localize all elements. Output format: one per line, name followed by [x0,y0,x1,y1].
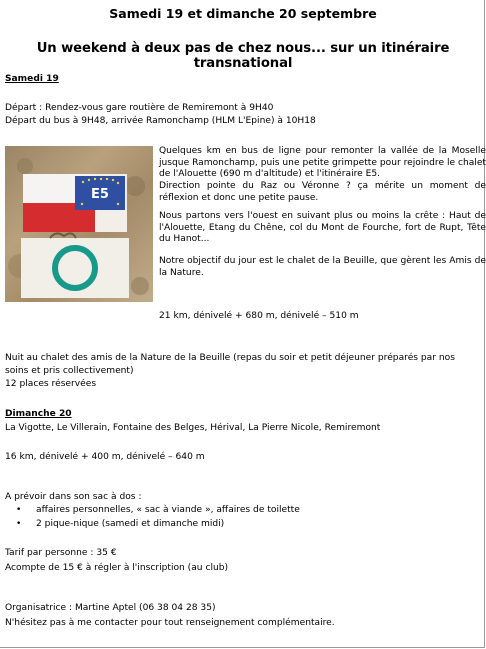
saturday-paragraph-3: Nous partons vers l'ouest en suivant plus ou moins la crête : Haut de l'Alouette, Etang du Chêne, col du Mont de Fourche, fort de Rupt, Tête du Hanot... [159,211,486,245]
places-reserved: 12 places réservées [5,379,97,389]
bag-item [5,519,224,531]
organizer-line: Organisatrice : Martine Aptel (06 38 04 28 35) [5,603,216,613]
bag-heading: A prévoir dans son sac à dos : [5,492,142,502]
sunday-route: La Vigotte, Le Villerain, Fontaine des Belges, Hérival, La Pierre Nicole, Remiremont [5,423,381,433]
bullet: • [16,505,22,515]
sunday-stats: 16 km, dénivelé + 400 m, dénivelé – 640 m [5,452,205,462]
bus-line: Départ du bus à 9H48, arrivée Ramonchamp (HLM L'Epine) à 10H18 [5,116,316,126]
bag-item-text: affaires personnelles, « sac à viande », affaires de toilette [36,505,300,515]
bullet: • [16,519,22,529]
saturday-heading: Samedi 19 [5,74,59,84]
saturday-paragraph-4: Notre objectif du jour est le chalet de la Beuille, que gèrent les Amis de la Nature. [159,256,486,278]
night-line-2: soins et pris collectivement) [5,366,134,376]
bag-item-text: 2 pique-nique (samedi et dimanche midi) [36,519,225,529]
price-deposit: Acompte de 15 € à régler à l'inscription (au club) [5,563,229,573]
trail-sign-photo [5,146,153,302]
e5-sign [23,174,127,232]
sunday-heading: Dimanche 20 [5,409,72,419]
page-title: Samedi 19 et dimanche 20 septembre [109,6,377,21]
contact-line: N'hésitez pas à me contacter pour tout renseignement complémentaire. [5,618,335,628]
price-rate: Tarif par personne : 35 € [5,548,117,558]
departure-line: Départ : Rendez-vous gare routière de Remiremont à 9H40 [5,103,274,113]
saturday-paragraph-2: Direction pointe du Raz ou Véronne ? ça mérite un moment de réflexion et donc une petite pause. [159,181,486,203]
saturday-paragraph-1: Quelques km en bus de ligne pour remonter la vallée de la Moselle jusque Ramonchamp, puis une petite grimpette pour rejoindre le chalet de l'Alouette (690 m d'altitude) et l'itinéraire E5. [159,146,486,180]
saturday-stats: 21 km, dénivelé + 680 m, dénivelé – 510 m [159,311,359,321]
bag-item [5,505,300,517]
e5-label: E5 [91,187,109,202]
trail-sign-illustration [5,146,153,302]
green-ring-sign [21,233,129,298]
night-line-1: Nuit au chalet des amis de la Nature de la Beuille (repas du soir et petit déjeuner préparés par nos [5,353,455,363]
page-subtitle: Un weekend à deux pas de chez nous... sur un itinéraire transnational [36,41,450,71]
